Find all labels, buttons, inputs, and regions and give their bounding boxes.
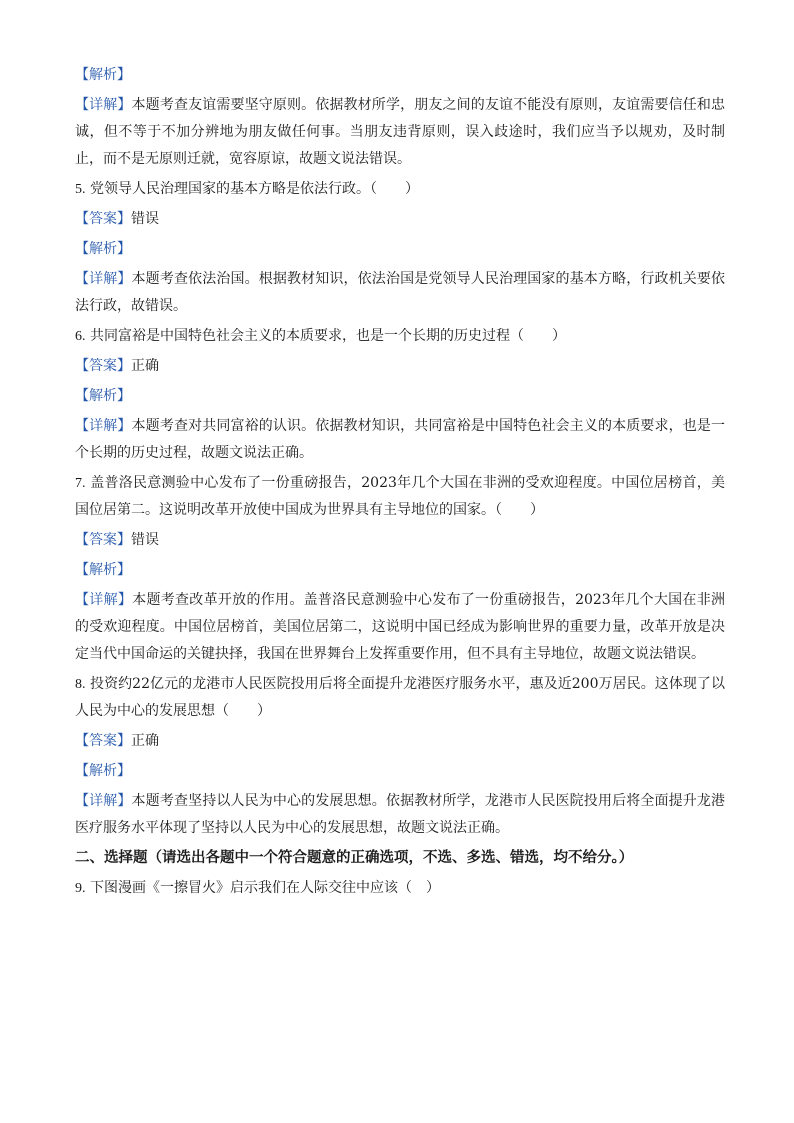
question-text: 下图漫画《一擦冒火》启示我们在人际交往中应该（ ）: [89, 880, 440, 896]
xiangjie-text: 本题考查坚持以人民为中心的发展思想。依据教材所学，龙港市人民医院投用后将全面提升龙港医疗服务水平体现了坚持以人民为中心的发展思想，故题文说法正确。: [75, 793, 726, 836]
xiangjie-text: 本题考查对共同富裕的认识。依据教材知识，共同富裕是中国特色社会主义的本质要求，也是一个长期的历史过程，故题文说法正确。: [75, 418, 726, 461]
jiexi-tag: 【解析】: [75, 562, 131, 578]
xiangjie-tag: 【详解】: [75, 592, 133, 608]
xiangjie-tag: 【详解】: [75, 793, 132, 809]
answer-line: [75, 527, 725, 554]
jiexi-tag: 【解析】: [75, 241, 131, 257]
analysis-label: [75, 62, 725, 89]
xiangjie-tag: 【详解】: [75, 418, 132, 434]
answer-text: 正确: [131, 733, 159, 749]
question-number: 9.: [75, 881, 86, 896]
xiangjie-text: 本题考查改革开放的作用。盖普洛民意测验中心发布了一份重磅报告，2023年几个大国在非洲的受欢迎程度。中国位居榜首，美国位居第二，这说明中国已经成为影响世界的重要力量，改革开放是决定当代中国命运的关键抉择，我国在世界舞台上发挥重要作用，但不具有主导地位，故题文说法错误。: [75, 592, 725, 662]
question-6: [75, 323, 725, 350]
answer-tag: 【答案】: [75, 532, 131, 548]
question-number: 8.: [75, 677, 86, 692]
jiexi-tag: 【解析】: [75, 388, 131, 404]
question-number: 7.: [75, 476, 86, 491]
question-8: [75, 671, 725, 725]
answer-text: 错误: [131, 211, 159, 227]
jiexi-tag: 【解析】: [75, 763, 131, 779]
question-number: 5.: [75, 182, 86, 197]
analysis-label: [75, 557, 725, 584]
question-9: [75, 875, 725, 902]
answer-line: [75, 728, 725, 755]
analysis-label: [75, 758, 725, 785]
answer-tag: 【答案】: [75, 733, 131, 749]
xiangjie-text: 本题考查友谊需要坚守原则。依据教材所学，朋友之间的友谊不能没有原则，友谊需要信任和忠诚，但不等于不加分辨地为朋友做任何事。当朋友违背原则，误入歧途时，我们应当予以规劝，及时制止，而不是无原则迁就，宽容原谅，故题文说法错误。: [75, 97, 726, 167]
detailed-explanation: [75, 413, 725, 467]
analysis-label: [75, 383, 725, 410]
detailed-explanation: [75, 266, 725, 320]
question-text: 投资约22亿元的龙港市人民医院投用后将全面提升龙港医疗服务水平，惠及近200万居民。这体现了以人民为中心的发展思想（ ）: [75, 676, 725, 719]
xiangjie-text: 本题考查依法治国。根据教材知识，依法治国是党领导人民治理国家的基本方略，行政机关要依法行政，故错误。: [75, 271, 726, 314]
detailed-explanation: [75, 788, 725, 842]
answer-line: [75, 206, 725, 233]
answer-tag: 【答案】: [75, 358, 131, 374]
jiexi-tag: 【解析】: [75, 67, 131, 83]
analysis-label: [75, 236, 725, 263]
detailed-explanation: [75, 587, 725, 668]
detailed-explanation: [75, 92, 725, 173]
answer-tag: 【答案】: [75, 211, 131, 227]
answer-text: 错误: [131, 532, 159, 548]
answer-text: 正确: [131, 358, 159, 374]
document-body: [75, 62, 725, 905]
answer-line: [75, 353, 725, 380]
question-number: 6.: [75, 329, 86, 344]
question-7: [75, 470, 725, 524]
question-text: 盖普洛民意测验中心发布了一份重磅报告，2023年几个大国在非洲的受欢迎程度。中国位居榜首，美国位居第二。这说明改革开放使中国成为世界具有主导地位的国家。（ ）: [75, 475, 725, 518]
question-text: 共同富裕是中国特色社会主义的本质要求，也是一个长期的历史过程（ ）: [89, 328, 566, 344]
xiangjie-tag: 【详解】: [75, 97, 132, 113]
xiangjie-tag: 【详解】: [75, 271, 132, 287]
question-5: [75, 176, 725, 203]
section-title: 二、选择题（请选出各题中一个符合题意的正确选项，不选、多选、错选，均不给分。）: [75, 850, 634, 866]
question-text: 党领导人民治理国家的基本方略是依法行政。（ ）: [89, 181, 419, 197]
